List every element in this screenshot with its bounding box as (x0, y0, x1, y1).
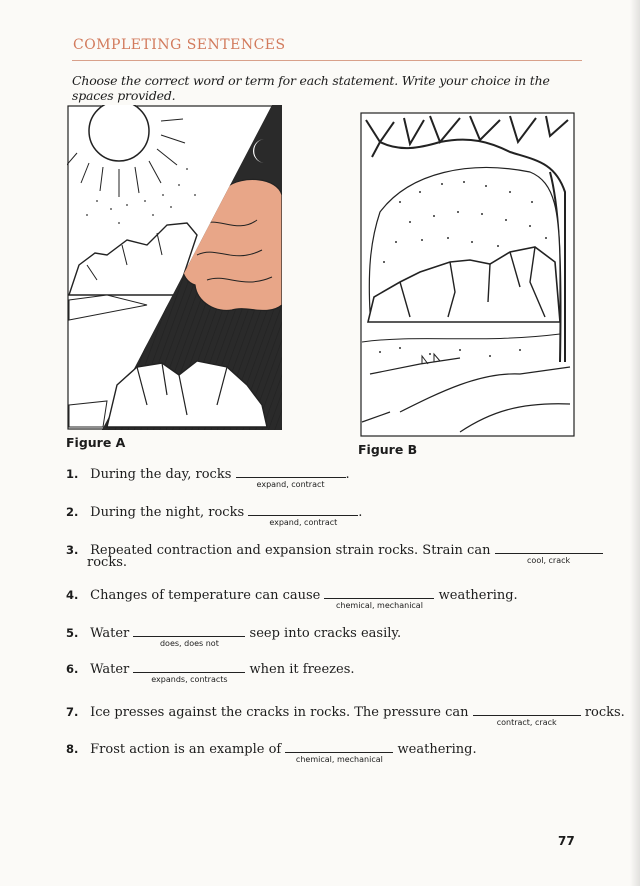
question-1: 1. During the day, rocks expand, contract . (66, 467, 350, 489)
question-5: 5. Water does, does not seep into cracks easily. (66, 626, 402, 648)
answer-blank-3[interactable]: cool, crack (495, 541, 603, 554)
page-number: 77 (558, 834, 575, 848)
section-heading: COMPLETING SENTENCES (73, 37, 286, 53)
question-6: 6. Water expands, contracts when it freezes. (66, 662, 355, 684)
figure-a-caption: Figure A (66, 435, 126, 450)
sun-icon (89, 105, 149, 161)
answer-blank-8[interactable]: chemical, mechanical (285, 740, 393, 753)
answer-blank-7[interactable]: contract, crack (473, 703, 581, 716)
instructions-text: Choose the correct word or term for each statement. Write your choice in the spaces provided. (72, 73, 550, 103)
page-edge-shadow (630, 0, 640, 886)
figure-b-caption: Figure B (358, 442, 418, 457)
figure-b-illustration (360, 112, 575, 437)
answer-blank-4[interactable]: chemical, mechanical (324, 586, 434, 599)
answer-blank-6[interactable]: expands, contracts (133, 660, 245, 673)
question-4: 4. Changes of temperature can cause chemical, mechanical weathering. (66, 588, 518, 610)
answer-blank-2[interactable]: expand, contract (248, 503, 358, 516)
question-3: 3. Repeated contraction and expansion strain rocks. Strain can cool, crack rocks. (66, 541, 603, 558)
question-8: 8. Frost action is an example of chemical, mechanical weathering. (66, 742, 477, 764)
question-2: 2. During the night, rocks expand, contract . (66, 505, 363, 527)
figure-a-illustration (67, 105, 282, 430)
question-7: 7. Ice presses against the cracks in rocks. The pressure can contract, crack rocks. (66, 705, 625, 727)
heading-divider (72, 60, 582, 61)
answer-blank-1[interactable]: expand, contract (236, 465, 346, 478)
answer-blank-5[interactable]: does, does not (133, 624, 245, 637)
